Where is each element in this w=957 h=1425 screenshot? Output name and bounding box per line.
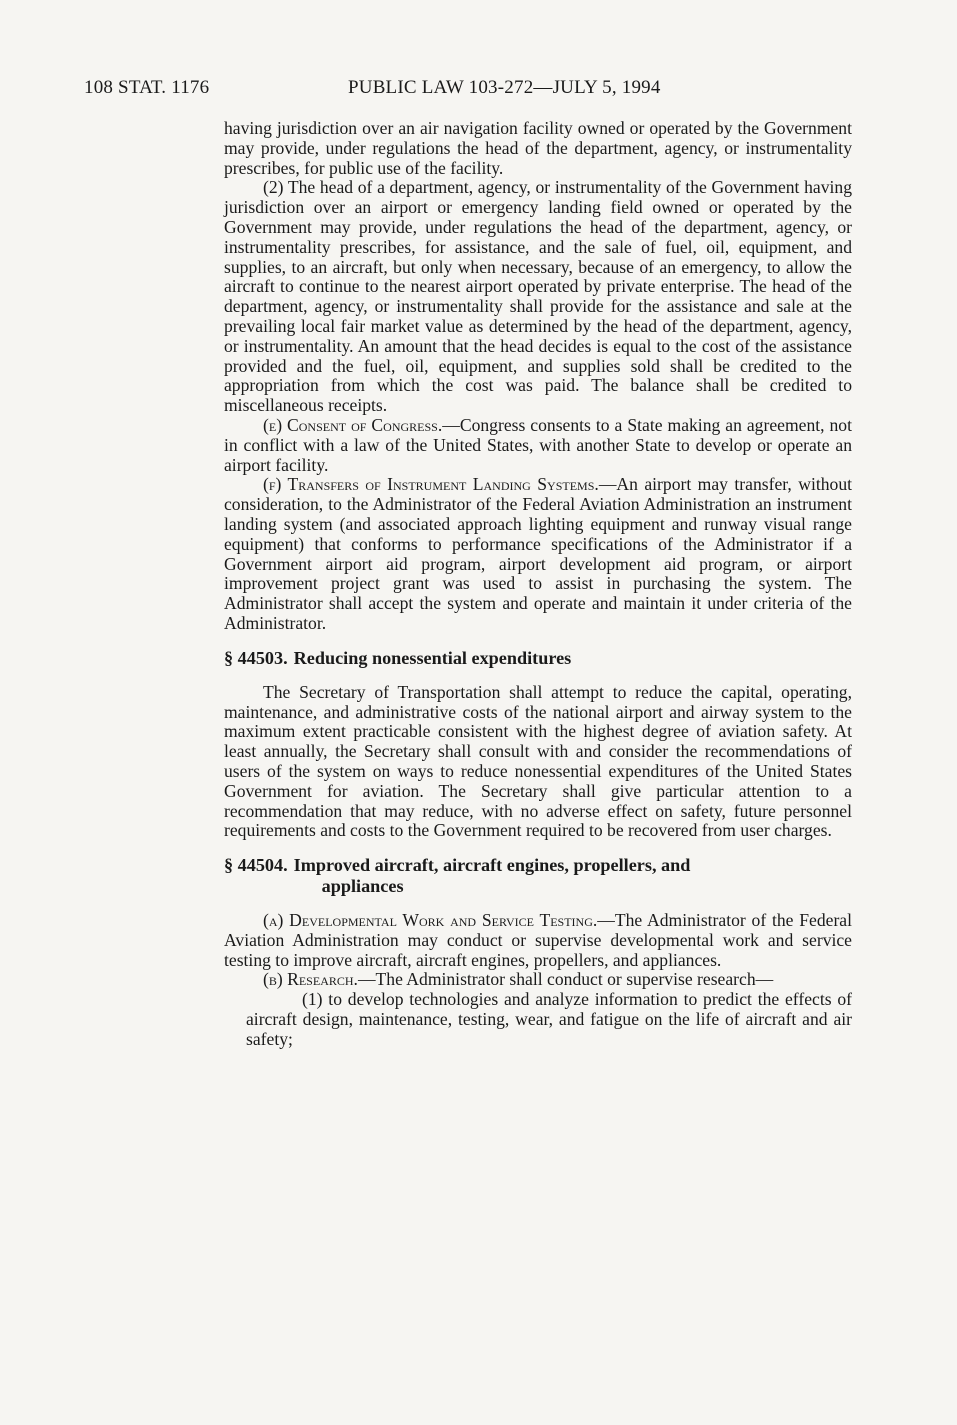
section-44503-title: Reducing nonessential expenditures [293, 647, 572, 668]
paragraph-f-heading: (f) Transfers of Instrument Landing Systems. [263, 474, 599, 495]
section-44503-heading [224, 648, 852, 669]
section-44504-a-heading: (a) Developmental Work and Service Testing. [263, 910, 598, 931]
section-44504-a [224, 911, 852, 970]
section-44504-b-heading: (b) Research. [263, 969, 358, 990]
paragraph-continuation: having jurisdiction over an air navigation facility owned or operated by the Government may provide, under regulations the head of the department, agency, or instrumentality prescribes, for public use of the facility. [224, 118, 852, 178]
section-44504-title [294, 855, 852, 897]
section-44504-number: § 44504. [224, 855, 288, 876]
paragraph-d2: (2) The head of a department, agency, or instrumentality of the Government having jurisdiction over an airport or emergency landing field owned or operated by the Government may provide, under regulations the head of the department, agency, or instrumentality prescribes, for assistance, and the sale of fuel, oil, equipment, and supplies, to an aircraft, but only when necessary, because of an emergency, to allow the aircraft to continue to the nearest airport operated by private enterprise. The head of the department, agency, or instrumentality shall provide for the assistance and sale at the prevailing local fair market value as determined by the head of the department, agency, or instrumentality. An amount that the head decides is equal to the cost of the assistance provided and the fuel, oil, equipment, and supplies sold shall be credited to the appropriation from which the cost was paid. The balance shall be credited to miscellaneous receipts. [224, 177, 852, 416]
section-44504-title-line1: Improved aircraft, aircraft engines, propellers, and [293, 855, 691, 876]
paragraph-f [224, 475, 852, 633]
paragraph-f-text: —An airport may transfer, without consideration, to the Administrator of the Federal Aviation Administration an instrument landing system (and associated approach lighting equipment and runway visual range equipment) that conforms to performance specifications of the Administrator if a Government airport aid program, airport development aid program, or airport improvement project grant was used to assist in purchasing the system. The Administrator shall accept the system and operate and maintain it under criteria of the Administrator. [224, 474, 853, 633]
section-44503-text: The Secretary of Transportation shall attempt to reduce the capital, operating, maintenance, and administrative costs of the national airport and airway system to the maximum extent practicable consistent with the highest degree of aviation safety. At least annually, the Secretary shall consult with and consider the recommendations of users of the system on ways to reduce nonessential expenditures of the United States Government for aviation. The Secretary shall give particular attention to a recommendation that may reduce, with no adverse effect on safety, future personnel requirements and costs to the Government required to be recovered from user charges. [224, 681, 852, 841]
body-text [224, 119, 852, 1050]
section-44504-heading [224, 855, 852, 897]
section-44504-b [224, 970, 852, 990]
stat-reference: 108 STAT. 1176 [84, 77, 210, 98]
paragraph-e-text: —Congress consents to a State making an agreement, not in conflict with a law of the United States, with another State to develop or operate an airport facility. [224, 414, 852, 475]
law-reference: PUBLIC LAW 103-272—JULY 5, 1994 [348, 77, 661, 98]
section-44504-a-text: —The Administrator of the Federal Aviation Administration may conduct or supervise developmental work and service testing to improve aircraft, aircraft engines, propellers, and appliances. [224, 910, 853, 970]
paragraph-e-heading: (e) Consent of Congress. [263, 414, 443, 435]
section-44504-b-text: —The Administrator shall conduct or supervise research— [357, 969, 774, 990]
paragraph-e [224, 416, 852, 475]
section-44503-number: § 44503. [224, 647, 288, 668]
section-44504-b1: (1) to develop technologies and analyze information to predict the effects of aircraft design, maintenance, testing, wear, and fatigue on the life of aircraft and air safety; [246, 989, 852, 1049]
section-44504-title-line2: appliances [321, 876, 404, 897]
